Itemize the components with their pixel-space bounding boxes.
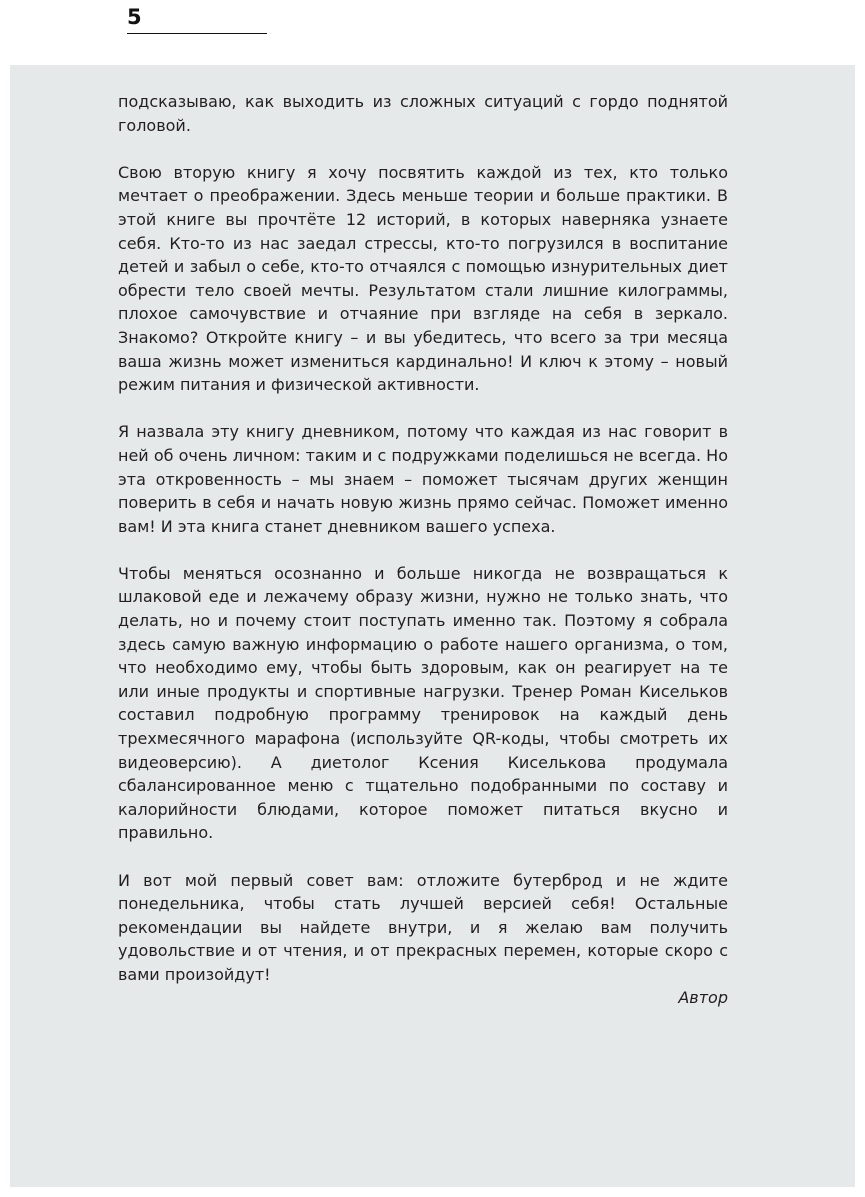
paragraph-continuation: подсказываю, как выходить из сложных ситуаций с гордо поднятой головой. xyxy=(118,92,728,135)
header-rule xyxy=(127,33,267,34)
paragraph-consciously: Чтобы меняться осознанно и больше никогда не возвращаться к шлаковой еде и лежачему образу жизни, нужно не только знать, что делать, но и почему стоит поступать именно так. Поэтому я собрала здесь самую важную информацию о работе нашего организма, о том, что необходимо ему, чтобы быть здоровым, как он реагирует на те или иные продукты и спортивные нагрузки. Тренер Роман Кисельков составил подробную программу тренировок на каждый день трехмесячного марафона (используйте QR-коды, чтобы смотреть их видеоверсию). А диетолог Ксения Киселькова продумала сбалансированное меню с тщательно подобранными по составу и калорийности блюдами, которое поможет питаться вкусно и правильно. xyxy=(118,563,728,843)
paragraph-diary: Я назвала эту книгу дневником, потому что каждая из нас говорит в ней об очень личном: таким и с подружками поделишься не всегда. Но эта откровенность – мы знаем – поможет тысячам других женщин поверить в себя и начать новую жизнь прямо сейчас. Поможет именно вам! И эта книга станет дневником вашего успеха. xyxy=(118,422,728,536)
author-signature: Автор xyxy=(678,988,728,1007)
paragraph-first-advice: И вот мой первый совет вам: отложите бутерброд и не ждите понедельника, чтобы стать лучшей версией себя! Остальные рекомендации вы найдете внутри, и я желаю вам получить удовольствие и от чтения, и от прекрасных перемен, которые скоро с вами произойдут! xyxy=(118,870,728,984)
paragraph-second-book: Свою вторую книгу я хочу посвятить каждой из тех, кто только мечтает о преображении. Здесь меньше теории и больше практики. В этой книге вы прочтёте 12 историй, в которых наверняка узнаете себя. Кто-то из нас заедал стрессы, кто-то погрузился в воспитание детей и забыл о себе, кто-то отчаялся с помощью изнурительных диет обрести тело своей мечты. Результатом стали лишние килограммы, плохое самочувствие и отчаяние при взгляде на себя в зеркало. Знакомо? Откройте книгу – и вы убедитесь, что всего за три месяца ваша жизнь может измениться кардинально! И ключ к этому – новый режим питания и физической активности. xyxy=(118,162,728,395)
body-text xyxy=(118,90,728,1010)
page-number: 5 xyxy=(127,5,142,29)
